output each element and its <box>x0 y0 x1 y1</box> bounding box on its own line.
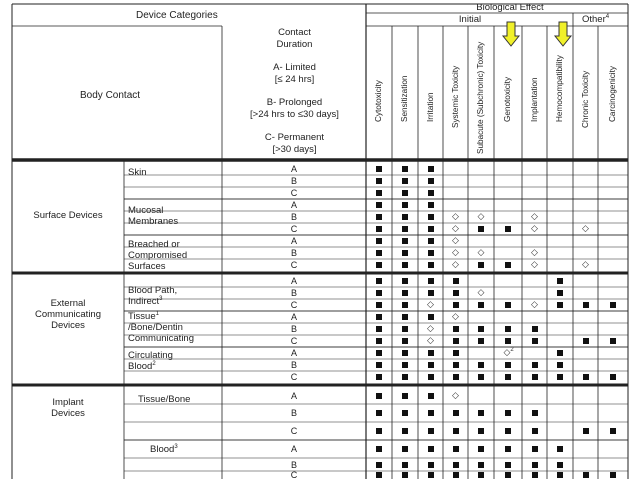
required-mark <box>428 278 434 284</box>
column-header: Chronic Toxicity <box>580 70 590 128</box>
subgroup-label: Circulating Blood$^2$ <box>128 350 173 372</box>
required-mark <box>453 374 459 380</box>
subgroup-label: Tissue/Bone <box>138 394 191 405</box>
consider-mark: ◇ <box>452 259 459 269</box>
duration-letter: B <box>290 176 297 186</box>
required-mark <box>402 178 408 184</box>
duration-letter: B <box>290 212 297 222</box>
required-mark <box>376 178 382 184</box>
subgroup-label: Blood$^3$ <box>150 443 178 455</box>
required-mark <box>583 428 589 434</box>
required-mark <box>453 472 459 478</box>
required-mark <box>428 226 434 232</box>
duration-letter: A <box>290 312 297 322</box>
required-mark <box>376 250 382 256</box>
required-mark <box>402 290 408 296</box>
required-mark <box>428 214 434 220</box>
required-mark <box>478 462 484 468</box>
required-mark <box>402 166 408 172</box>
required-mark <box>428 262 434 268</box>
body-contact-header: Body Contact <box>80 90 141 101</box>
required-mark <box>453 350 459 356</box>
duration-letter: A <box>290 390 297 401</box>
required-mark <box>376 393 382 399</box>
required-mark <box>478 428 484 434</box>
required-mark <box>453 446 459 452</box>
required-mark <box>453 362 459 368</box>
consider-mark: ◇ <box>452 311 459 321</box>
required-mark <box>478 262 484 268</box>
required-mark <box>402 214 408 220</box>
required-mark <box>478 374 484 380</box>
required-mark <box>610 374 616 380</box>
required-mark <box>505 262 511 268</box>
required-mark <box>478 302 484 308</box>
column-header: Subacute (Subchronic) Toxicity <box>476 41 485 154</box>
duration-letter: C <box>290 470 298 480</box>
required-mark <box>532 362 538 368</box>
consider-mark: ◇ <box>452 247 459 257</box>
required-mark <box>478 362 484 368</box>
required-mark <box>610 338 616 344</box>
duration-letter: C <box>290 372 298 382</box>
required-mark <box>610 428 616 434</box>
required-mark <box>428 202 434 208</box>
column-header: Implantation <box>529 77 539 122</box>
required-mark <box>402 472 408 478</box>
consider-mark: ◇ <box>452 389 459 400</box>
required-mark <box>505 326 511 332</box>
required-mark <box>376 278 382 284</box>
duration-letter: C <box>290 426 298 436</box>
column-header: Carcinogenicity <box>608 66 617 122</box>
duration-letter: C <box>290 336 298 346</box>
required-mark <box>453 326 459 332</box>
required-mark <box>478 338 484 344</box>
required-mark <box>376 362 382 368</box>
required-mark <box>376 350 382 356</box>
required-mark <box>428 290 434 296</box>
required-mark <box>402 250 408 256</box>
duration-letter: A <box>290 200 297 210</box>
required-mark <box>583 302 589 308</box>
consider-mark: ◇$^2$ <box>503 347 514 357</box>
consider-mark: ◇ <box>531 223 538 233</box>
required-mark <box>428 238 434 244</box>
required-mark <box>478 446 484 452</box>
required-mark <box>453 410 459 416</box>
required-mark <box>376 262 382 268</box>
required-mark <box>478 472 484 478</box>
required-mark <box>402 302 408 308</box>
required-mark <box>532 428 538 434</box>
consider-mark: ◇ <box>477 211 485 221</box>
required-mark <box>376 314 382 320</box>
device-category-label: Surface Devices <box>33 210 103 221</box>
duration-letter: B <box>290 248 297 258</box>
required-mark <box>505 374 511 380</box>
consider-mark: ◇ <box>427 323 434 333</box>
required-mark <box>402 446 408 452</box>
required-mark <box>428 250 434 256</box>
required-mark <box>478 326 484 332</box>
required-mark <box>532 472 538 478</box>
required-mark <box>453 462 459 468</box>
required-mark <box>428 314 434 320</box>
required-mark <box>402 190 408 196</box>
required-mark <box>505 302 511 308</box>
duration-letter: A <box>290 236 297 246</box>
required-mark <box>478 410 484 416</box>
required-mark <box>376 190 382 196</box>
required-mark <box>453 428 459 434</box>
consider-mark: ◇ <box>452 223 459 233</box>
required-mark <box>583 472 589 478</box>
duration-letter: C <box>290 224 298 234</box>
required-mark <box>532 338 538 344</box>
consider-mark: ◇ <box>452 235 459 245</box>
biological-effect-header: Biological Effect <box>476 2 544 13</box>
column-header: Genotoxicity <box>503 76 512 122</box>
duration-letter: B <box>290 408 297 418</box>
required-mark <box>505 462 511 468</box>
duration-letter: A <box>290 276 297 286</box>
consider-mark: ◇ <box>477 287 485 297</box>
required-mark <box>402 462 408 468</box>
required-mark <box>402 338 408 344</box>
required-mark <box>532 446 538 452</box>
required-mark <box>557 374 563 380</box>
required-mark <box>583 338 589 344</box>
required-mark <box>610 302 616 308</box>
required-mark <box>610 472 616 478</box>
subgroup-label: Breached or Compromised Surfaces <box>128 239 188 272</box>
required-mark <box>505 410 511 416</box>
required-mark <box>557 362 563 368</box>
required-mark <box>532 462 538 468</box>
required-mark <box>402 314 408 320</box>
subgroup-label: Blood Path, Indirect$^3$ <box>128 285 178 307</box>
required-mark <box>376 428 382 434</box>
subgroup-label: Tissue$^1$ /Bone/Dentin Communicating <box>128 310 194 344</box>
consider-mark: ◇ <box>531 259 538 269</box>
required-mark <box>505 338 511 344</box>
duration-letter: B <box>290 459 297 470</box>
duration-letter: B <box>290 360 297 370</box>
required-mark <box>505 472 511 478</box>
required-mark <box>376 238 382 244</box>
duration-letter: A <box>290 348 297 358</box>
required-mark <box>402 350 408 356</box>
consider-mark: ◇ <box>582 223 589 233</box>
required-mark <box>376 374 382 380</box>
required-mark <box>478 226 484 232</box>
required-mark <box>376 302 382 308</box>
consider-mark: ◇ <box>531 211 538 221</box>
required-mark <box>402 238 408 244</box>
required-mark <box>428 166 434 172</box>
column-header: Systemic Toxicity <box>450 65 460 128</box>
required-mark <box>428 350 434 356</box>
required-mark <box>428 446 434 452</box>
required-mark <box>376 202 382 208</box>
required-mark <box>402 393 408 399</box>
required-mark <box>402 374 408 380</box>
duration-letter: B <box>290 324 297 334</box>
required-mark <box>557 302 563 308</box>
required-mark <box>428 410 434 416</box>
required-mark <box>557 472 563 478</box>
duration-letter: C <box>290 188 298 198</box>
device-category-label: External Communicating Devices <box>35 298 101 331</box>
required-mark <box>376 214 382 220</box>
required-mark <box>376 410 382 416</box>
initial-header: Initial <box>458 14 482 25</box>
subgroup-label: Skin <box>128 167 147 178</box>
required-mark <box>453 290 459 296</box>
required-mark <box>453 338 459 344</box>
required-mark <box>505 428 511 434</box>
other-header: Other$^4$ <box>582 13 610 25</box>
consider-mark: ◇ <box>582 259 589 269</box>
required-mark <box>376 338 382 344</box>
required-mark <box>428 393 434 399</box>
column-header: Hemocompatibility <box>555 55 564 122</box>
required-mark <box>428 190 434 196</box>
duration-letter: A <box>290 444 297 454</box>
consider-mark: ◇ <box>477 247 485 257</box>
required-mark <box>453 302 459 308</box>
required-mark <box>532 326 538 332</box>
duration-letter: C <box>290 260 298 270</box>
required-mark <box>428 178 434 184</box>
required-mark <box>557 350 563 356</box>
required-mark <box>402 428 408 434</box>
required-mark <box>428 472 434 478</box>
required-mark <box>428 428 434 434</box>
duration-letter: A <box>290 164 297 174</box>
required-mark <box>453 278 459 284</box>
required-mark <box>557 462 563 468</box>
device-categories-header: Device Categories <box>136 10 218 21</box>
column-header: Sensitization <box>400 75 409 122</box>
required-mark <box>402 326 408 332</box>
required-mark <box>428 462 434 468</box>
contact-duration-header: Contact Duration A- Limited [≤ 24 hrs] B- Prolonged [>24 hrs to ≤30 days] C- Permanent [>30 days] <box>250 27 339 155</box>
required-mark <box>376 166 382 172</box>
required-mark <box>376 446 382 452</box>
required-mark <box>557 446 563 452</box>
required-mark <box>402 278 408 284</box>
required-mark <box>557 278 563 284</box>
required-mark <box>376 326 382 332</box>
required-mark <box>402 262 408 268</box>
subgroup-label: Mucosal Membranes <box>128 205 179 227</box>
required-mark <box>376 462 382 468</box>
required-mark <box>376 226 382 232</box>
required-mark <box>557 290 563 296</box>
required-mark <box>532 374 538 380</box>
required-mark <box>532 410 538 416</box>
consider-mark: ◇ <box>452 211 459 221</box>
device-category-label: Implant Devices <box>51 397 85 419</box>
required-mark <box>505 446 511 452</box>
duration-letter: B <box>290 288 297 298</box>
column-header: Irritation <box>425 92 435 122</box>
required-mark <box>402 226 408 232</box>
required-mark <box>583 374 589 380</box>
required-mark <box>402 362 408 368</box>
consider-mark: ◇ <box>531 299 538 309</box>
required-mark <box>376 472 382 478</box>
column-header: Cytotoxicity <box>374 80 383 122</box>
required-mark <box>428 374 434 380</box>
consider-mark: ◇ <box>427 335 434 345</box>
required-mark <box>505 362 511 368</box>
required-mark <box>428 362 434 368</box>
required-mark <box>402 202 408 208</box>
duration-letter: C <box>290 300 298 310</box>
required-mark <box>376 290 382 296</box>
consider-mark: ◇ <box>427 299 434 309</box>
required-mark <box>402 410 408 416</box>
consider-mark: ◇ <box>531 247 538 257</box>
required-mark <box>505 226 511 232</box>
